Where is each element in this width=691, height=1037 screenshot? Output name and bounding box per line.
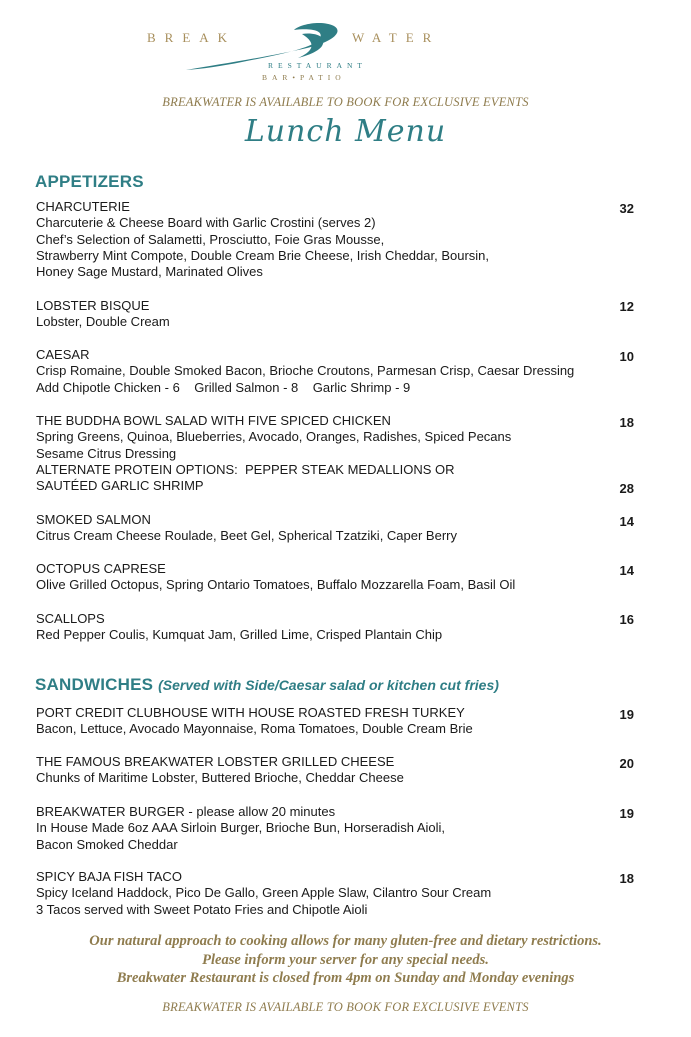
menu-item-scallops: [36, 611, 636, 644]
menu-item-octopus-caprese: [36, 561, 636, 594]
sandwiches-note: (Served with Side/Caesar salad or kitchen cut fries): [158, 677, 499, 693]
item-description: Spring Greens, Quinoa, Blueberries, Avocado, Oranges, Radishes, Spiced Pecans: [36, 429, 512, 445]
item-name: SPICY BAJA FISH TACO: [36, 869, 182, 884]
item-description: Bacon, Lettuce, Avocado Mayonnaise, Roma Tomatoes, Double Cream Brie: [36, 721, 473, 737]
logo-bar-patio-text: BAR•PATIO: [262, 73, 346, 82]
logo-restaurant-text: RESTAURANT: [268, 61, 367, 70]
item-price: 18: [619, 415, 634, 430]
item-name: PORT CREDIT CLUBHOUSE WITH HOUSE ROASTED FRESH TURKEY: [36, 705, 465, 720]
item-price: 32: [619, 201, 634, 216]
item-price: 20: [619, 756, 634, 771]
item-price: 10: [619, 349, 634, 364]
logo-word-left: BREAK: [147, 30, 237, 45]
item-name: THE BUDDHA BOWL SALAD WITH FIVE SPICED CHICKEN: [36, 413, 391, 428]
item-description: Charcuterie & Cheese Board with Garlic Crostini (serves 2): [36, 215, 376, 231]
item-description: Add Chipotle Chicken - 6 Grilled Salmon - 8 Garlic Shrimp - 9: [36, 379, 411, 395]
item-name: CAESAR: [36, 347, 90, 362]
menu-item-lobster-bisque: [36, 298, 636, 331]
menu-title: Lunch Menu: [244, 114, 447, 149]
item-price: 19: [619, 806, 634, 821]
item-description: Strawberry Mint Compote, Double Cream Brie Cheese, Irish Cheddar, Boursin,: [36, 247, 490, 263]
item-description: Sesame Citrus Dressing: [36, 445, 177, 461]
item-alt-price: 28: [619, 481, 634, 496]
item-description: In House Made 6oz AAA Sirloin Burger, Brioche Bun, Horseradish Aioli,: [36, 820, 445, 836]
item-description: Olive Grilled Octopus, Spring Ontario Tomatoes, Buffalo Mozzarella Foam, Basil Oil: [36, 577, 516, 593]
item-price: 19: [619, 707, 634, 722]
item-description: Spicy Iceland Haddock, Pico De Gallo, Green Apple Slaw, Cilantro Sour Cream: [36, 885, 492, 901]
item-description: ALTERNATE PROTEIN OPTIONS: PEPPER STEAK MEDALLIONS OR: [36, 461, 455, 477]
item-description: 3 Tacos served with Sweet Potato Fries and Chipotle Aioli: [36, 901, 368, 917]
item-description: Citrus Cream Cheese Roulade, Beet Gel, Spherical Tzatziki, Caper Berry: [36, 528, 457, 544]
logo-word-right: WATER: [352, 30, 441, 45]
item-price: 14: [619, 514, 634, 529]
item-description: Chunks of Maritime Lobster, Buttered Brioche, Cheddar Cheese: [36, 770, 404, 786]
sandwiches-heading: [35, 675, 499, 695]
item-price: 16: [619, 612, 634, 627]
item-description: Crisp Romaine, Double Smoked Bacon, Brioche Croutons, Parmesan Crisp, Caesar Dressing: [36, 363, 575, 379]
item-description: Honey Sage Mustard, Marinated Olives: [36, 264, 263, 280]
item-name: SCALLOPS: [36, 611, 105, 626]
item-name: BREAKWATER BURGER - please allow 20 minutes: [36, 804, 336, 819]
item-description: Bacon Smoked Cheddar: [36, 836, 178, 852]
item-name: CHARCUTERIE: [36, 199, 130, 214]
item-price: 12: [619, 299, 634, 314]
restaurant-logo: [0, 0, 691, 90]
menu-item-buddha-bowl: [36, 413, 636, 494]
item-price: 18: [619, 871, 634, 886]
menu-item-lobster-grilled-cheese: [36, 754, 636, 787]
menu-item-caesar: [36, 347, 636, 396]
footer-line-3: Breakwater Restaurant is closed from 4pm on Sunday and Monday evenings: [116, 970, 575, 986]
menu-item-fish-taco: [36, 869, 636, 918]
item-description: Lobster, Double Cream: [36, 314, 170, 330]
sandwiches-title: SANDWICHES: [35, 675, 154, 694]
top-events-banner: BREAKWATER IS AVAILABLE TO BOOK FOR EXCLUSIVE EVENTS: [162, 95, 529, 109]
item-name: LOBSTER BISQUE: [36, 298, 150, 313]
item-description: Red Pepper Coulis, Kumquat Jam, Grilled Lime, Crisped Plantain Chip: [36, 627, 443, 643]
appetizers-heading: APPETIZERS: [35, 172, 144, 191]
item-price: 14: [619, 563, 634, 578]
menu-item-burger: [36, 804, 636, 853]
dietary-note: [0, 932, 691, 988]
footer-line-2: Please inform your server for any special needs.: [202, 951, 489, 968]
item-description: SAUTÉED GARLIC SHRIMP: [36, 478, 204, 494]
footer-line-1: Our natural approach to cooking allows for many gluten-free and dietary restrictions.: [89, 933, 602, 949]
bottom-events-banner: BREAKWATER IS AVAILABLE TO BOOK FOR EXCLUSIVE EVENTS: [162, 1000, 529, 1014]
item-name: OCTOPUS CAPRESE: [36, 561, 166, 576]
item-name: SMOKED SALMON: [36, 512, 151, 527]
menu-item-clubhouse: [36, 705, 636, 738]
menu-item-smoked-salmon: [36, 512, 636, 545]
item-description: Chef’s Selection of Salametti, Prosciutto, Foie Gras Mousse,: [36, 231, 385, 247]
menu-item-charcuterie: [36, 199, 636, 280]
item-name: THE FAMOUS BREAKWATER LOBSTER GRILLED CHEESE: [36, 754, 395, 769]
